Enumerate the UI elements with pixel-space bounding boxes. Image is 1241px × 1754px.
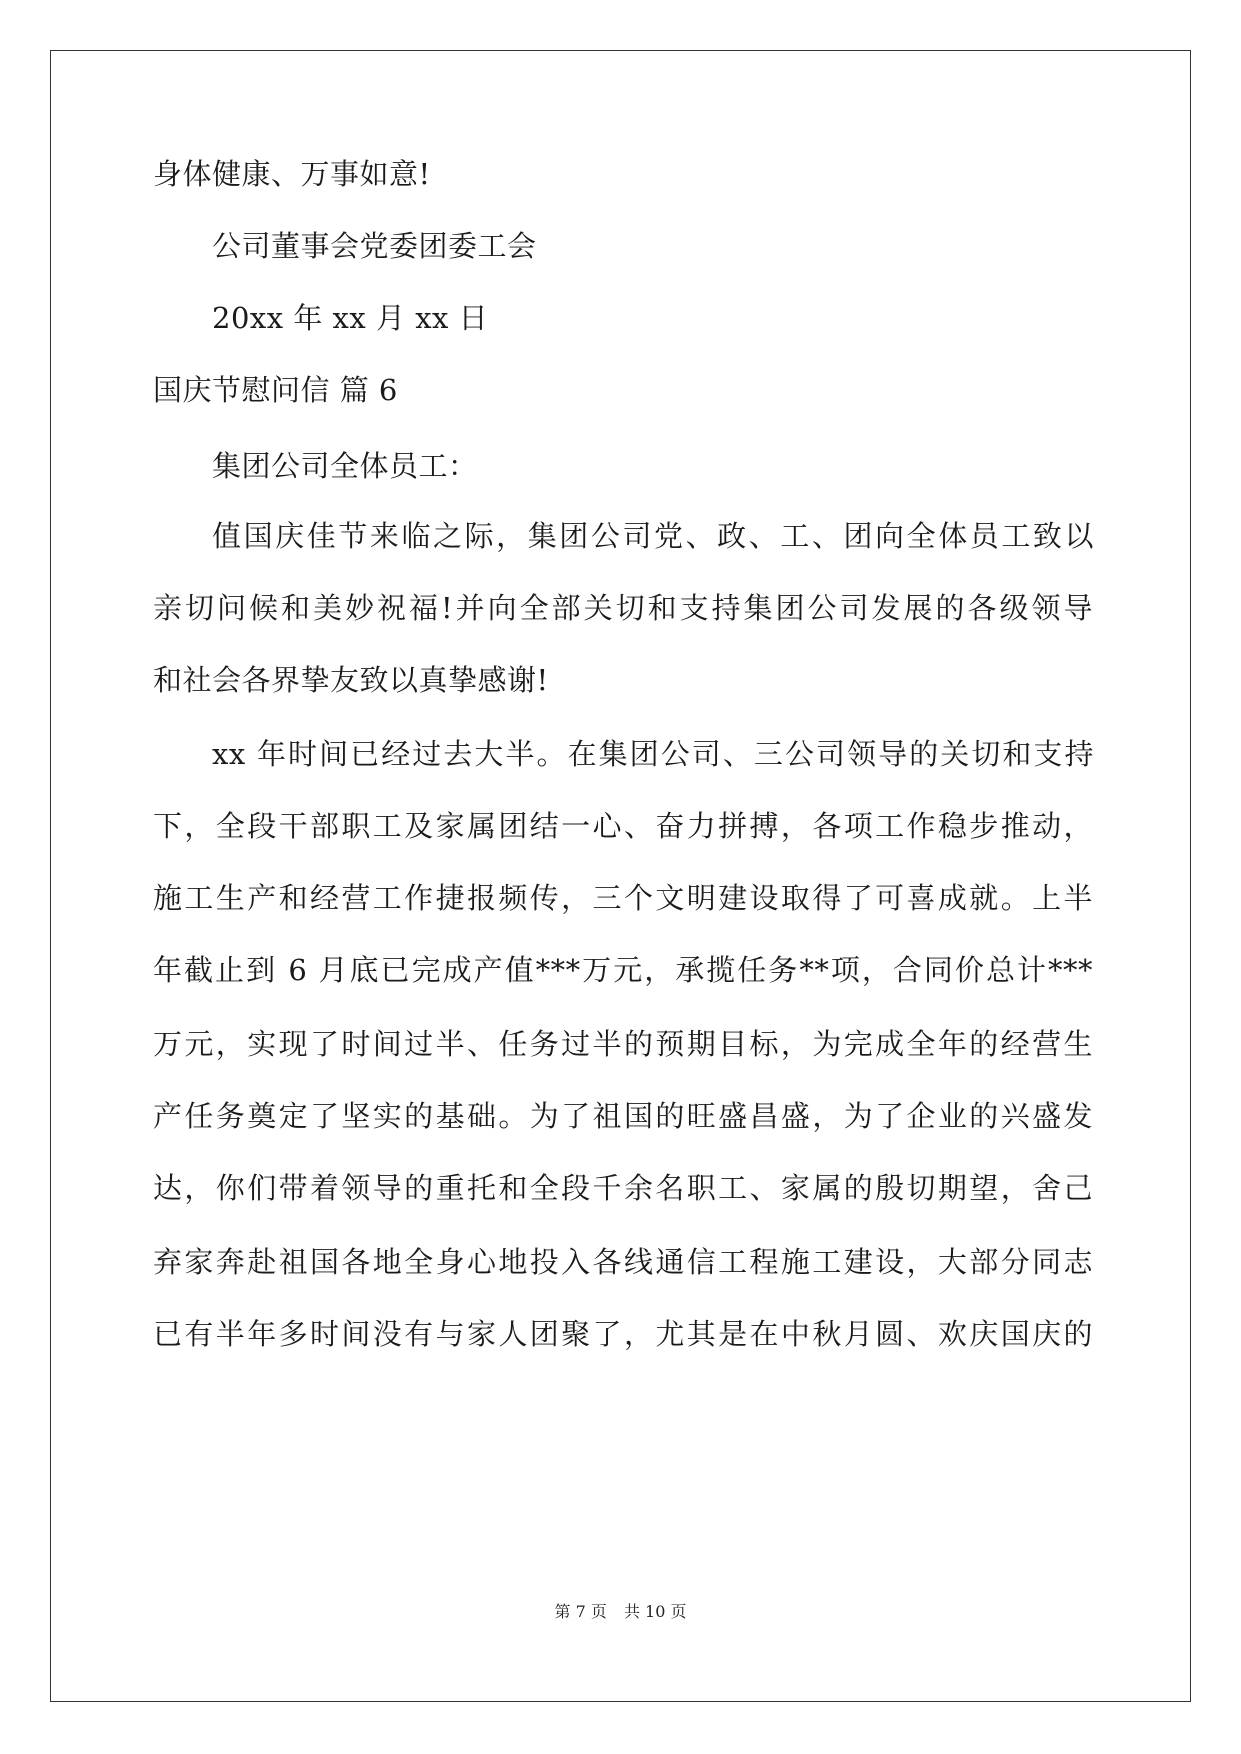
signature-date: 20xx 年 xx 月 xx 日 — [212, 301, 489, 335]
paragraph-line: 值国庆佳节来临之际，集团公司党、政、工、团向全体员工致以 — [212, 519, 1094, 553]
paragraph-line: xx 年时间已经过去大半。在集团公司、三公司领导的关切和支持 — [212, 737, 1094, 771]
page-number: 第 7 页 — [554, 1602, 607, 1621]
section-heading: 国庆节慰问信 篇 6 — [153, 373, 398, 407]
closing-wish: 身体健康、万事如意! — [153, 157, 431, 191]
page-footer — [0, 1599, 1241, 1622]
paragraph-line: 下，全段干部职工及家属团结一心、奋力拼搏，各项工作稳步推动， — [153, 809, 1093, 843]
paragraph-line: 亲切问候和美妙祝福!并向全部关切和支持集团公司发展的各级领导 — [153, 591, 1093, 625]
paragraph-line: 年截止到 6 月底已完成产值***万元，承揽任务**项，合同价总计*** — [153, 953, 1093, 987]
paragraph-line: 产任务奠定了坚实的基础。为了祖国的旺盛昌盛，为了企业的兴盛发 — [153, 1099, 1093, 1133]
paragraph-line: 万元，实现了时间过半、任务过半的预期目标，为完成全年的经营生 — [153, 1027, 1093, 1061]
paragraph-line: 弃家奔赴祖国各地全身心地投入各线通信工程施工建设，大部分同志 — [153, 1245, 1093, 1279]
paragraph-line: 已有半年多时间没有与家人团聚了，尤其是在中秋月圆、欢庆国庆的 — [153, 1317, 1093, 1351]
salutation: 集团公司全体员工： — [212, 449, 478, 483]
paragraph-line: 施工生产和经营工作捷报频传，三个文明建设取得了可喜成就。上半 — [153, 881, 1093, 915]
page-frame — [50, 50, 1191, 1702]
page-total: 共 10 页 — [623, 1602, 687, 1621]
signature-org: 公司董事会党委团委工会 — [212, 229, 537, 263]
paragraph-line: 达，你们带着领导的重托和全段千余名职工、家属的殷切期望，舍己 — [153, 1171, 1093, 1205]
paragraph-line: 和社会各界挚友致以真挚感谢! — [153, 663, 549, 697]
